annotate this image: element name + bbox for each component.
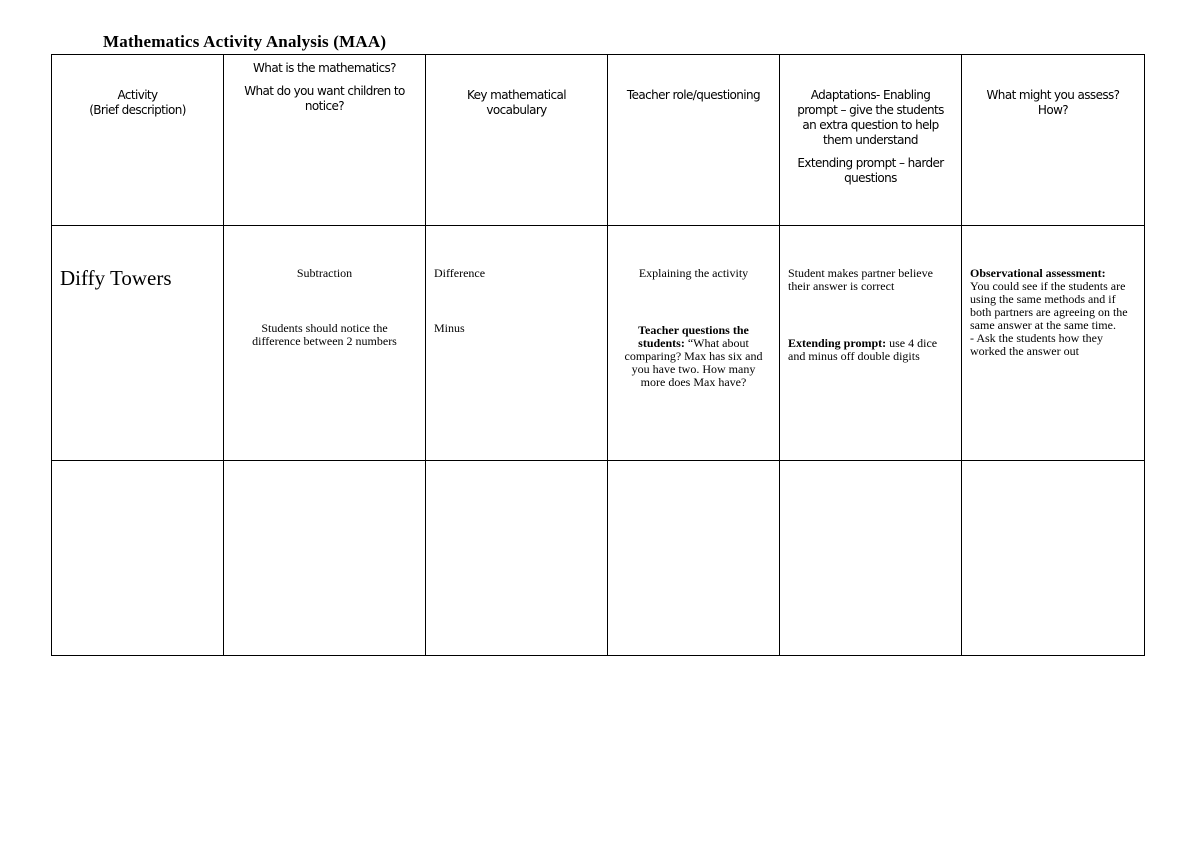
extending-prompt-text: use 4 dice and minus off double digits	[788, 336, 938, 363]
assessment-label-text: Observational assessment:	[970, 266, 1106, 280]
header-activity-line2: (Brief description)	[89, 103, 186, 117]
mathematics-notice: Students should notice the difference between 2 numbers	[252, 321, 397, 348]
empty-cell	[780, 461, 962, 656]
header-assess-line1: What might you assess?	[986, 88, 1120, 102]
enabling-prompt: Student makes partner believe their answer is correct	[788, 266, 933, 293]
document-title: Mathematics Activity Analysis (MAA)	[103, 32, 387, 51]
header-vocabulary-text: Key mathematical vocabulary	[466, 88, 567, 117]
cell-vocabulary	[426, 226, 608, 461]
assessment-text: You could see if the students are using the same methods and if both partners are agreeing on the same answer at the same time.	[970, 279, 1128, 332]
header-adaptations	[780, 55, 962, 226]
table-row	[52, 226, 1145, 461]
header-row	[52, 55, 1145, 226]
header-assess	[962, 55, 1145, 226]
header-mathematics-line2: What do you want children to notice?	[244, 84, 405, 113]
vocabulary-item: Minus	[434, 321, 465, 335]
activity-name: Diffy Towers	[60, 266, 172, 290]
teacher-role-intro: Explaining the activity	[638, 266, 749, 280]
teacher-question	[620, 324, 767, 389]
assessment-extra: - Ask the students how they worked the answer out	[970, 331, 1103, 358]
extending-prompt	[788, 337, 953, 363]
cell-assess	[962, 226, 1145, 461]
teacher-question-label: Teacher questions the students:	[638, 323, 749, 350]
teacher-question-text: “What about comparing? Max has six and you have two. How many more does Max have?	[624, 336, 763, 389]
header-adaptations-extending: Extending prompt – harder questions	[797, 156, 944, 185]
header-vocabulary	[426, 55, 608, 226]
empty-cell	[962, 461, 1145, 656]
empty-cell	[224, 461, 426, 656]
vocabulary-item: Difference	[434, 266, 486, 280]
header-assess-line2: How?	[1037, 103, 1069, 117]
mathematics-topic: Subtraction	[296, 266, 353, 280]
empty-cell	[426, 461, 608, 656]
header-activity-line1: Activity	[117, 88, 158, 102]
cell-activity	[52, 226, 224, 461]
maa-table	[51, 54, 1145, 656]
cell-adaptations	[780, 226, 962, 461]
empty-cell	[608, 461, 780, 656]
header-mathematics-line1: What is the mathematics?	[253, 61, 396, 75]
extending-prompt-label: Extending prompt:	[788, 336, 887, 350]
empty-cell	[52, 461, 224, 656]
header-activity	[52, 55, 224, 226]
cell-teacher-role	[608, 226, 780, 461]
header-mathematics	[224, 55, 426, 226]
header-adaptations-enabling: Adaptations- Enabling prompt – give the students an extra question to help them understand	[797, 88, 944, 147]
table-row-empty	[52, 461, 1145, 656]
header-teacher-role-text: Teacher role/questioning	[626, 88, 761, 102]
header-teacher-role	[608, 55, 780, 226]
cell-mathematics	[224, 226, 426, 461]
